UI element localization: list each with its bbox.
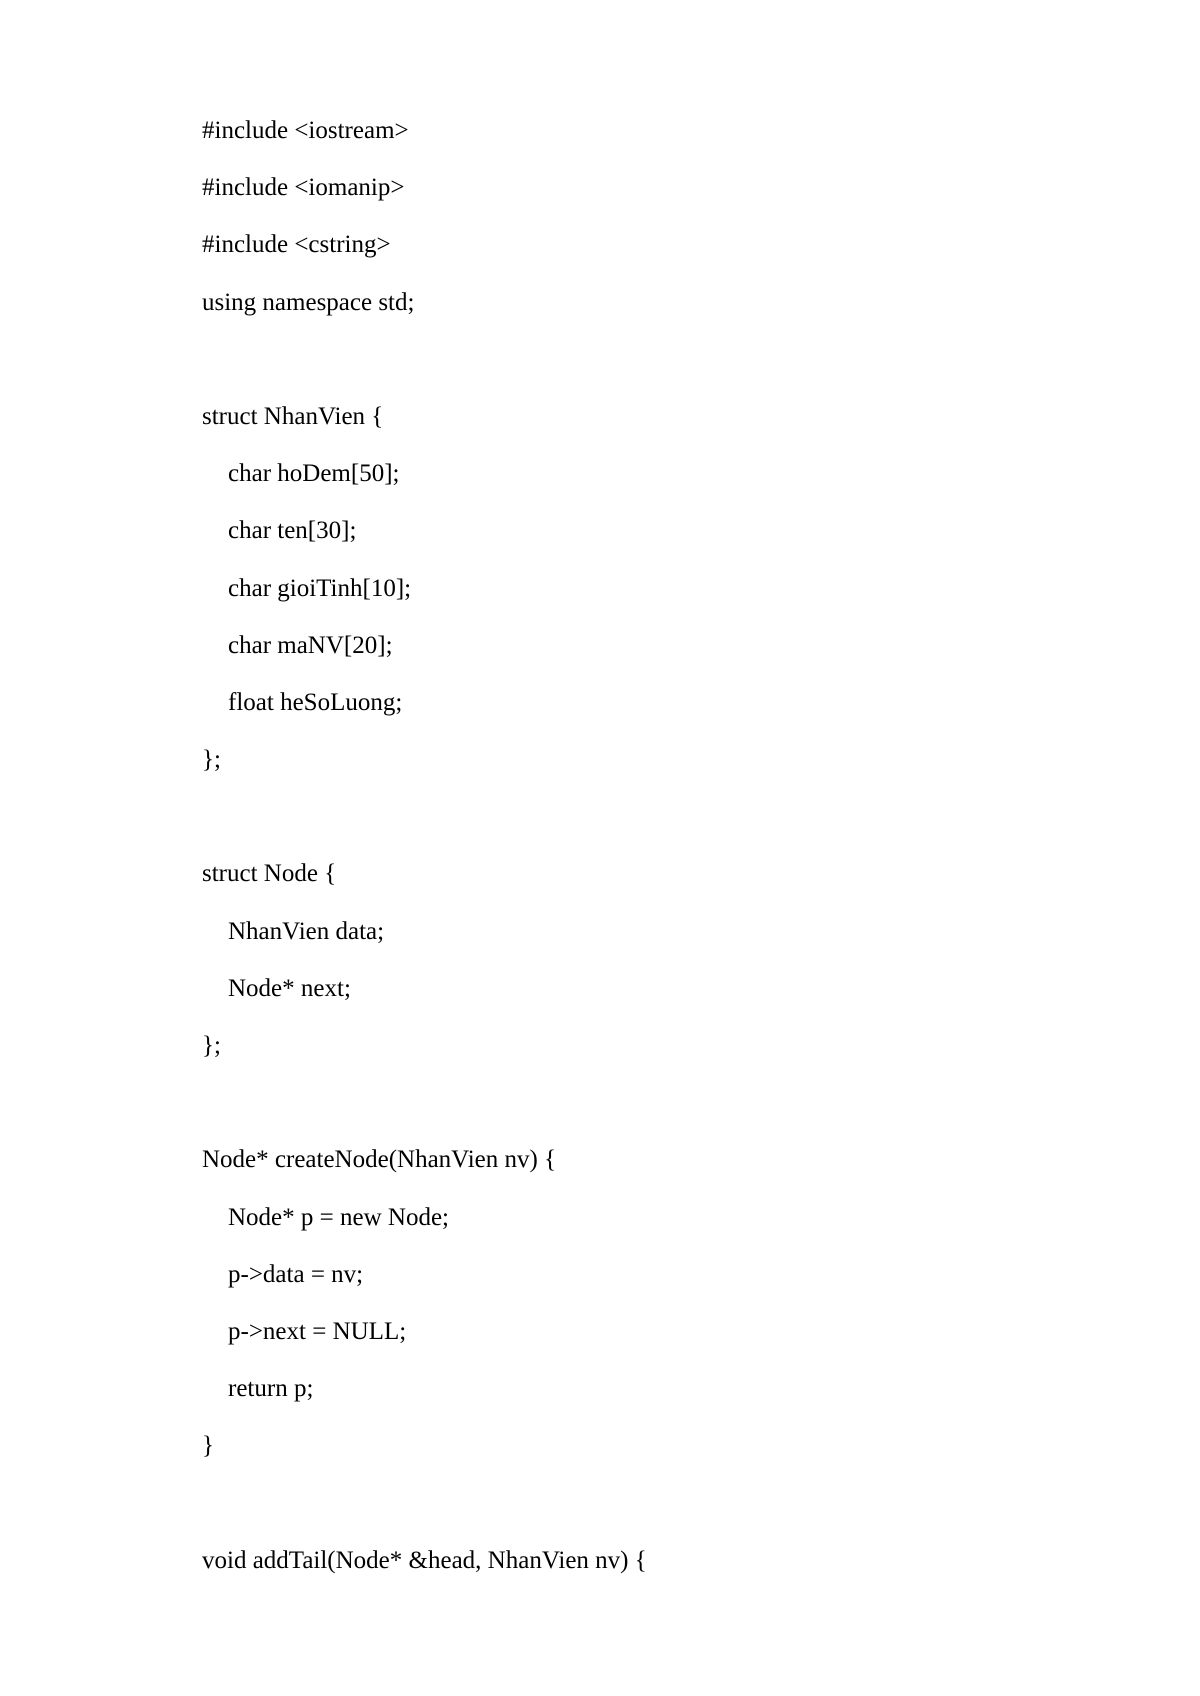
code-line: char maNV[20]; — [228, 631, 393, 659]
code-line: using namespace std; — [202, 288, 415, 316]
code-line — [202, 337, 647, 394]
code-line: #include <iostream> — [202, 117, 409, 144]
code-line: #include <iomanip> — [202, 174, 405, 202]
code-line: }; — [202, 746, 221, 774]
code-line: return p; — [228, 1375, 314, 1403]
code-line: NhanVien data; — [228, 917, 385, 945]
code-line: char gioiTinh[10]; — [228, 574, 412, 602]
code-line: float heSoLuong; — [228, 688, 403, 716]
code-line: #include <cstring> — [202, 231, 391, 259]
code-line — [202, 794, 647, 851]
code-line: Node* p = new Node; — [228, 1203, 449, 1231]
code-line: Node* next; — [228, 974, 351, 1002]
code-block — [202, 108, 647, 1595]
code-line: } — [202, 1432, 214, 1460]
code-line: char ten[30]; — [228, 517, 357, 545]
code-line: struct Node { — [202, 860, 337, 888]
code-line: }; — [202, 1032, 221, 1059]
code-line: char hoDem[50]; — [228, 460, 400, 488]
code-line: void addTail(Node* &head, NhanVien nv) { — [202, 1546, 647, 1574]
code-line: struct NhanVien { — [202, 402, 384, 430]
code-line — [202, 1481, 647, 1538]
code-line — [202, 1080, 647, 1137]
code-line: p->next = NULL; — [228, 1317, 407, 1345]
code-line: p->data = nv; — [228, 1260, 364, 1288]
code-line: Node* createNode(NhanVien nv) { — [202, 1146, 557, 1174]
